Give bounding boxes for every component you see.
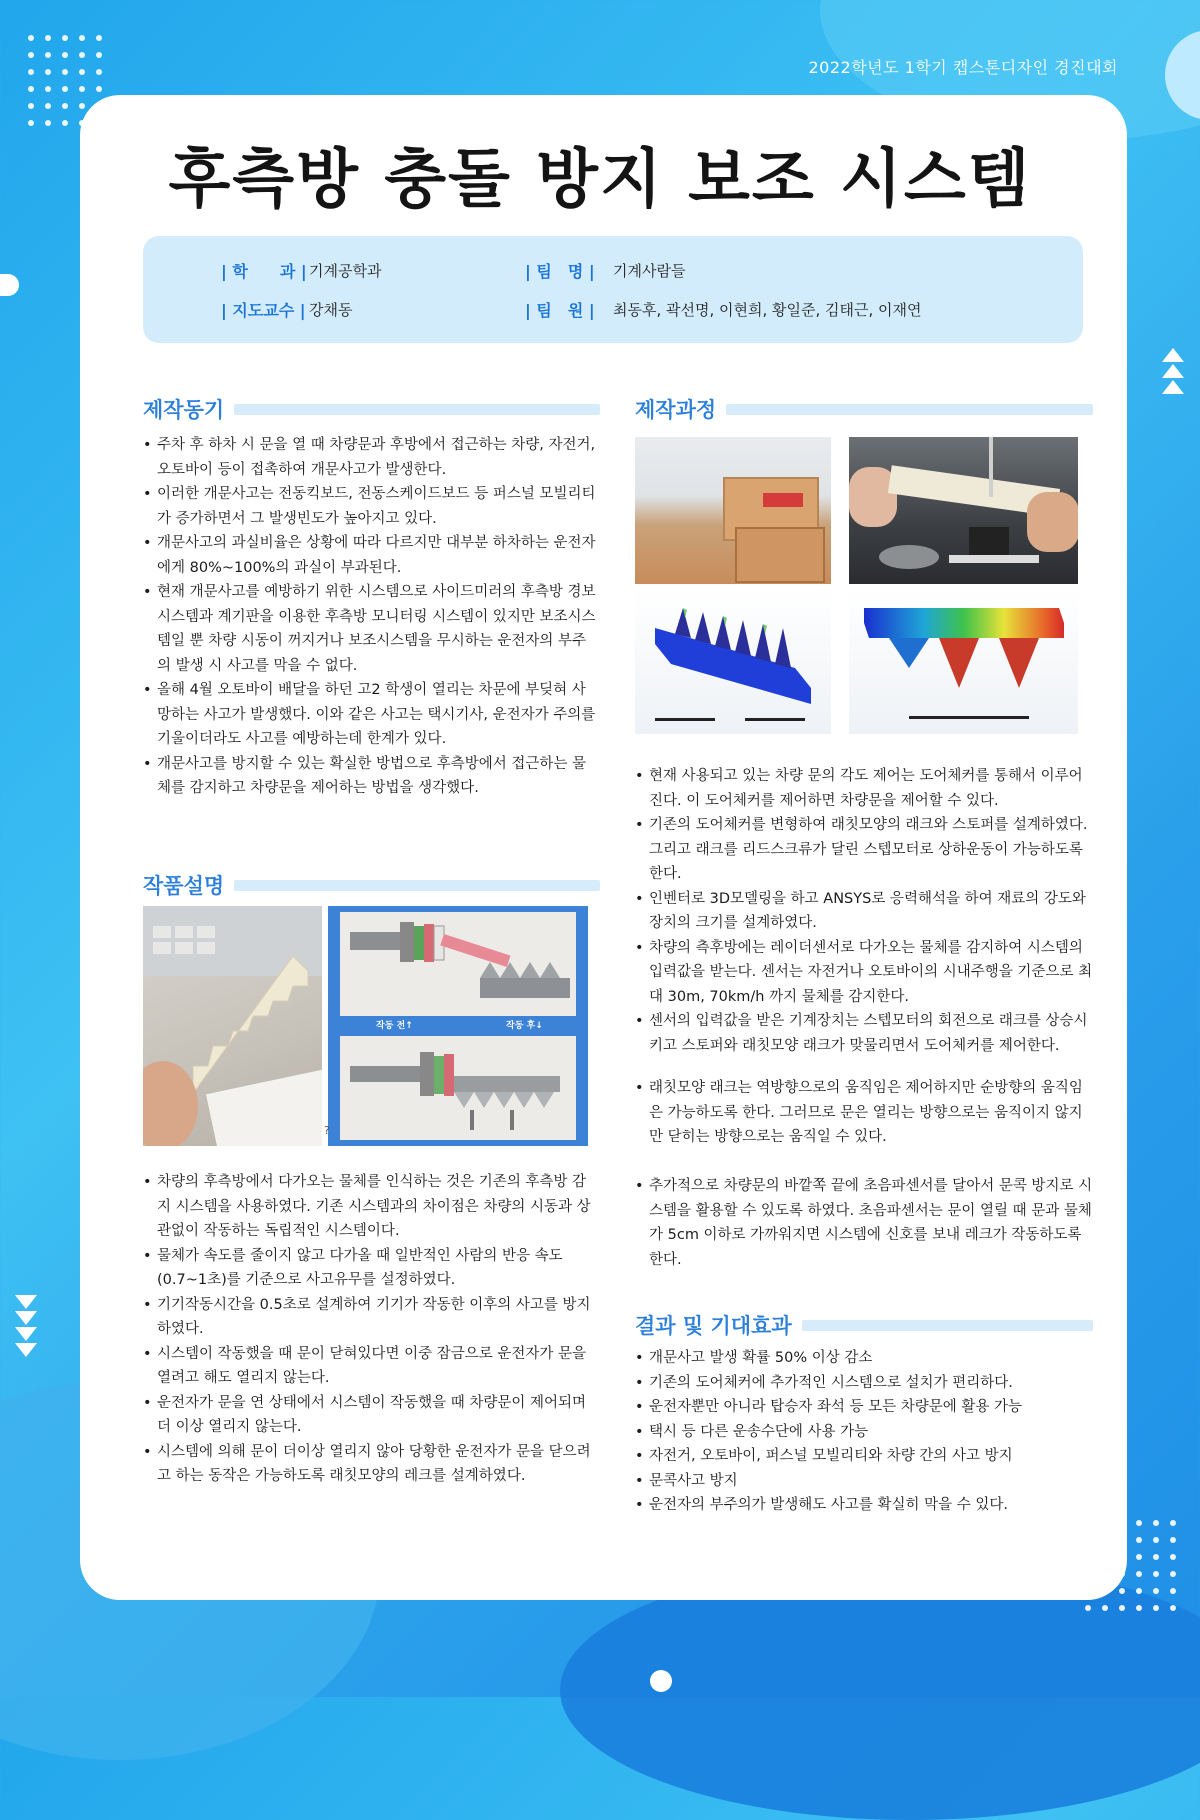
dot [1136, 1571, 1142, 1577]
info-value: 최동후, 곽선명, 이현희, 황일준, 김태근, 이재연 [613, 301, 922, 319]
description-list [143, 1170, 598, 1489]
dot [1153, 1554, 1159, 1560]
list-item: • 개문사고의 과실비율은 상황에 따라 다르지만 대부분 하차하는 운전자에게 80%~100%의 과실이 부과된다. [143, 531, 598, 580]
list-item: • 차량의 후측방에서 다가오는 물체를 인식하는 것은 기존의 후측방 감지 시스템을 사용하였다. 기존 시스템과의 차이점은 차량의 시동과 상관없이 작동하는 독립적인 시스템이다. [143, 1170, 598, 1244]
dot [28, 86, 34, 92]
list-item: • 운전자의 부주의가 발생해도 사고를 확실히 막을 수 있다. [635, 1493, 1093, 1518]
list-item: • 시스템에 의해 문이 더이상 열리지 않아 당황한 운전자가 문을 닫으려고 하는 동작은 가능하도록 래칫모양의 레크를 설계하였다. [143, 1440, 598, 1489]
ansys-sim-rack-image [635, 588, 831, 734]
info-team [525, 259, 685, 282]
list-item: • 기존의 도어체커에 추가적인 시스템으로 설치가 편리하다. [635, 1371, 1093, 1396]
section-divider [726, 404, 1093, 415]
section-title: 제작동기 [143, 398, 225, 422]
process-list-ratchet [635, 1076, 1093, 1150]
info-label: | 지도교수 | [221, 301, 306, 320]
list-item: • 개문사고 발생 확률 50% 이상 감소 [635, 1346, 1093, 1371]
page-title: 후측방 충돌 방지 보조 시스템 [168, 143, 1032, 217]
dot [79, 52, 85, 58]
caption-after: 작동 후↓ [506, 1021, 543, 1031]
process-list [635, 764, 1093, 1058]
caption-before: 작동 전↑ [376, 1021, 413, 1031]
list-item: • 운전자가 문을 연 상태에서 시스템이 작동했을 때 차량문이 제어되며 더 이상 열리지 않는다. [143, 1391, 598, 1440]
list-item: • 이러한 개문사고는 전동킥보드, 전동스케이드보드 등 퍼스널 모빌리티가 증가하면서 그 발생빈도가 높아지고 있다. [143, 482, 598, 531]
dot [62, 103, 68, 109]
list-item: • 택시 등 다른 운송수단에 사용 가능 [635, 1420, 1093, 1445]
diagram-after-panel [340, 1036, 576, 1140]
dot [1170, 1520, 1176, 1526]
process-list-ultrasonic [635, 1174, 1093, 1272]
list-item: • 차량의 측후방에는 레이더센서로 다가오는 물체를 감지하여 시스템의 입력값을 받는다. 센서는 자전거나 오토바이의 시내주행을 기준으로 최대 30m, 70km/h 까지 물체를 감지한다. [635, 936, 1093, 1010]
stray-mark: ? [324, 1124, 330, 1137]
dot [62, 35, 68, 41]
list-item: • 센서의 입력값을 받은 기계장치는 스텝모터의 회전으로 래크를 상승시키고 스토퍼와 래칫모양 래크가 맞물리면서 도어체커를 제어한다. [635, 1009, 1093, 1058]
list-item: • 운전자뿐만 아니라 탑승자 좌석 등 모든 차량문에 활용 가능 [635, 1395, 1093, 1420]
section-process-header [635, 394, 1093, 424]
dot [62, 86, 68, 92]
info-label: | 팀 명 | [525, 262, 595, 281]
list-item: • 물체가 속도를 줄이지 않고 다가올 때 일반적인 사람의 반응 속도(0.7~1초)를 기준으로 사고유무를 설정하였다. [143, 1244, 598, 1293]
ansys-sim-stress-image [849, 588, 1078, 734]
operation-diagram [328, 906, 588, 1146]
list-item: • 추가적으로 차량문의 바깥쪽 끝에 초음파센서를 달아서 문콕 방지로 시스템을 활용할 수 있도록 하였다. 초음파센서는 문이 열릴 때 문과 물체가 5cm 이하로 가까워지면 시스템에 신호를 보내 레크가 작동하도록 한다. [635, 1174, 1093, 1272]
dot [45, 52, 51, 58]
bg-pill [0, 274, 19, 296]
dot [1153, 1520, 1159, 1526]
dot [1136, 1605, 1142, 1611]
dot [1170, 1554, 1176, 1560]
section-results-header [635, 1310, 1093, 1340]
list-item: • 주차 후 하차 시 문을 열 때 차량문과 후방에서 접근하는 차량, 자전거, 오토바이 등이 접촉하여 개문사고가 발생한다. [143, 433, 598, 482]
dot [1136, 1537, 1142, 1543]
section-divider [234, 880, 600, 891]
dot [45, 120, 51, 126]
prototype-box-photo [635, 437, 831, 584]
dot [1153, 1571, 1159, 1577]
team-info-panel [143, 236, 1083, 343]
dot [1153, 1588, 1159, 1594]
list-item: • 개문사고를 방지할 수 있는 확실한 방법으로 후측방에서 접근하는 물체를 감지하고 차량문을 제어하는 방법을 생각했다. [143, 752, 598, 801]
info-advisor [221, 298, 352, 321]
list-item: • 인벤터로 3D모델링을 하고 ANSYS로 응력해석을 하여 재료의 강도와 장치의 크기를 설계하였다. [635, 887, 1093, 936]
section-title: 작품설명 [143, 874, 225, 898]
section-title: 제작과정 [635, 398, 717, 422]
section-description-header [143, 870, 600, 900]
section-motivation-header [143, 394, 600, 424]
dot [28, 120, 34, 126]
dot [96, 52, 102, 58]
dot [1170, 1605, 1176, 1611]
dot [1153, 1605, 1159, 1611]
list-item: • 시스템이 작동했을 때 문이 닫혀있다면 이중 잠금으로 운전자가 문을 열려고 해도 열리지 않는다. [143, 1342, 598, 1391]
dot [62, 69, 68, 75]
dot [1136, 1588, 1142, 1594]
dot [1170, 1537, 1176, 1543]
dot [96, 69, 102, 75]
list-item: • 올해 4월 오토바이 배달을 하던 고2 학생이 열리는 차문에 부딪혀 사망하는 사고가 발생했다. 이와 같은 사고는 택시기사, 운전자가 주의를 기울이더라도 사고를 예방하는데 한계가 있다. [143, 678, 598, 752]
dot [96, 86, 102, 92]
bg-dot [650, 1670, 672, 1692]
dot [1136, 1554, 1142, 1560]
dot [79, 86, 85, 92]
dot [62, 120, 68, 126]
info-value: 강채동 [309, 301, 353, 319]
info-dept [221, 259, 381, 282]
dot [1085, 1605, 1091, 1611]
list-item: • 기기작동시간을 0.5초로 설계하여 기기가 작동한 이후의 사고를 방지하였다. [143, 1293, 598, 1342]
list-item: • 래칫모양 래크는 역방향으로의 움직임은 제어하지만 순방향의 움직임은 가능하도록 한다. 그러므로 문은 열리는 방향으로는 움직이지 않지만 닫히는 방향으로는 움직일 수 있다. [635, 1076, 1093, 1150]
list-item: • 문콕사고 방지 [635, 1469, 1093, 1494]
contest-name: 2022학년도 1학기 캡스톤디자인 경진대회 [808, 58, 1118, 77]
dot [96, 35, 102, 41]
list-item: • 현재 사용되고 있는 차량 문의 각도 제어는 도어체커를 통해서 이루어진다. 이 도어체커를 제어하면 차량문을 제어할 수 있다. [635, 764, 1093, 813]
list-item: • 자전거, 오토바이, 퍼스널 모빌리티와 차량 간의 사고 방지 [635, 1444, 1093, 1469]
results-list [635, 1346, 1093, 1518]
section-title: 결과 및 기대효과 [635, 1314, 792, 1338]
box-label [763, 493, 803, 507]
dot [45, 35, 51, 41]
motivation-list [143, 433, 598, 801]
dot [28, 35, 34, 41]
dot [79, 35, 85, 41]
info-members [525, 298, 922, 321]
dot [1136, 1520, 1142, 1526]
prototype-hand-photo [143, 906, 322, 1146]
triangle-down-icons [15, 1295, 37, 1357]
section-divider [802, 1320, 1093, 1331]
section-divider [234, 404, 600, 415]
step-motor-photo [849, 437, 1078, 584]
list-item: • 현재 개문사고를 예방하기 위한 시스템으로 사이드미러의 후측방 경보 시스템과 계기판을 이용한 후측방 모니터링 시스템이 있지만 보조시스템일 뿐 차량 시동이 꺼지거나 보조시스템을 무시하는 운전자의 부주의 발생 시 사고를 막을 수 없다. [143, 580, 598, 678]
dot [79, 69, 85, 75]
info-value: 기계사람들 [613, 262, 686, 280]
dot [1119, 1588, 1125, 1594]
dot [1119, 1605, 1125, 1611]
dot [1102, 1605, 1108, 1611]
dot [1153, 1537, 1159, 1543]
diagram-before-panel [340, 912, 576, 1016]
dot [28, 103, 34, 109]
dot [28, 52, 34, 58]
dot [62, 52, 68, 58]
dot [45, 103, 51, 109]
dot [1170, 1588, 1176, 1594]
dot [1170, 1571, 1176, 1577]
dot [79, 103, 85, 109]
list-item: • 기존의 도어체커를 변형하여 래칫모양의 래크와 스토퍼를 설계하였다. 그리고 래크를 리드스크류가 달린 스텝모터로 상하운동이 가능하도록 한다. [635, 813, 1093, 887]
dot [45, 86, 51, 92]
info-label: | 팀 원 | [525, 301, 595, 320]
info-label: | 학 과 | [221, 262, 307, 281]
triangle-up-icons [1162, 348, 1184, 394]
dot [45, 69, 51, 75]
dot [28, 69, 34, 75]
cardboard-box [735, 527, 825, 583]
info-value: 기계공학과 [309, 262, 382, 280]
